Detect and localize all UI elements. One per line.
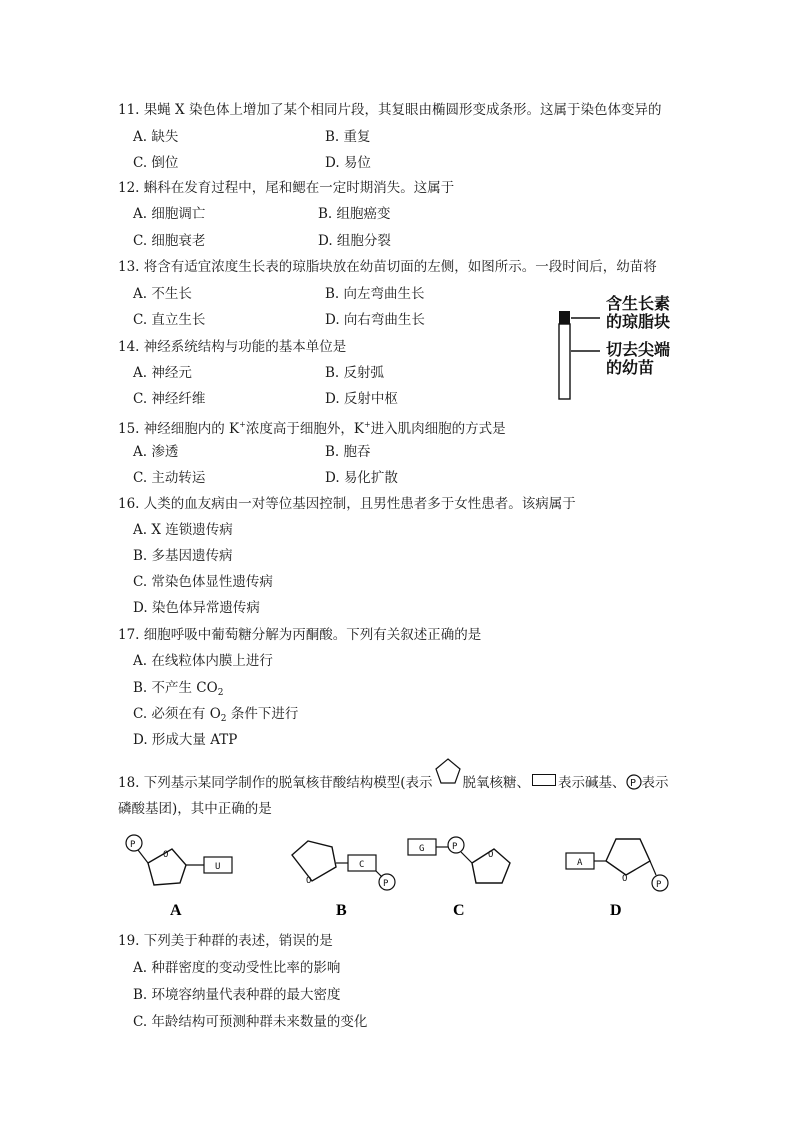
q11-option-b: B. 重复	[325, 129, 371, 145]
q12-option-c: C. 细胞衰老	[133, 233, 206, 249]
q14-option-c: C. 神经纤维	[133, 391, 206, 407]
phosphate-legend-icon	[626, 774, 642, 790]
svg-text:C: C	[359, 860, 365, 870]
model-d	[566, 839, 668, 919]
model-c	[408, 837, 510, 919]
q13-option-b: B. 向左弯曲生长	[325, 286, 425, 302]
q13-option-d: D. 向右弯曲生长	[325, 312, 425, 328]
q12-option-a: A. 细胞调亡	[133, 206, 206, 222]
q19-option-c: C. 年龄结构可预测种群未来数量的变化	[133, 1014, 368, 1030]
question-16-stem: 16. 人类的血友病由一对等位基因控制，且男性患者多于女性患者。该病属于	[118, 496, 576, 512]
q11-option-a: A. 缺失	[133, 129, 179, 145]
question-14-stem: 14. 神经系统结构与功能的基本单位是	[118, 339, 347, 355]
question-15-stem: 15. 神经细胞内的 K+浓度高于细胞外，K+进入肌肉细胞的方式是	[118, 420, 506, 437]
q15-option-c: C. 主动转运	[133, 470, 206, 486]
svg-text:O: O	[488, 850, 494, 860]
q16-option-c: C. 常染色体显性遗传病	[133, 574, 273, 590]
q19-option-a: A. 种群密度的变动受性比率的影响	[133, 960, 341, 976]
svg-text:P: P	[656, 880, 662, 890]
q15-option-b: B. 胞吞	[325, 444, 371, 460]
figure-label-top-1: 含生长素	[606, 294, 671, 313]
q17-option-b: B. 不产生 $CO_2$	[133, 680, 224, 698]
model-b	[292, 841, 395, 919]
svg-text:O: O	[306, 876, 312, 886]
agar-block	[559, 311, 570, 324]
q16-option-d: D. 染色体异常遗传病	[133, 600, 260, 616]
q15-option-a: A. 渗透	[133, 444, 179, 460]
svg-text:P: P	[130, 840, 136, 850]
svg-text:O: O	[622, 874, 628, 884]
question-19-stem: 19. 下列美于种群的表述，销误的是	[118, 933, 333, 949]
model-c-label: C	[453, 902, 465, 919]
question-18-stem-line-2: 磷酸基团)，其中正确的是	[118, 801, 272, 817]
figure-label-bottom-2: 的幼苗	[606, 358, 655, 377]
figure-label-top-2: 的琼脂块	[606, 312, 671, 331]
svg-text:A: A	[577, 858, 583, 868]
figure-label-bottom-1: 切去尖端	[606, 340, 671, 359]
question-12-stem: 12. 蝌科在发育过程中，尾和鳃在一定时期消失。这属于	[118, 180, 455, 196]
q12-option-b: B. 组胞癌变	[318, 206, 391, 222]
nucleotide-models	[110, 825, 710, 925]
question-13-stem: 13. 将含有适宜浓度生长表的琼脂块放在幼苗切面的左侧，如图所示。一段时间后，幼苗将	[118, 259, 657, 275]
question-11-stem: 11. 果蝇 X 染色体上增加了某个相同片段，其复眼由椭圆形变成条形。这属于染色体变异的	[118, 102, 662, 118]
svg-text:O: O	[163, 850, 169, 860]
q13-option-c: C. 直立生长	[133, 312, 206, 328]
model-b-label: B	[336, 902, 347, 919]
q16-option-a: A. X 连锁遗传病	[133, 522, 233, 538]
model-a-label: A	[170, 902, 182, 919]
q14-option-b: B. 反射弧	[325, 365, 385, 381]
pentagon-legend-icon	[433, 773, 463, 791]
q12-option-d: D. 组胞分裂	[318, 233, 391, 249]
q17-option-d: D. 形成大量 ATP	[133, 732, 238, 748]
svg-text:G: G	[419, 844, 425, 854]
seedling-stem	[559, 324, 570, 399]
q11-option-d: D. 易位	[325, 155, 371, 171]
svg-text:P: P	[452, 842, 458, 852]
seedling-agar-figure	[540, 285, 690, 405]
svg-text:U: U	[215, 862, 221, 872]
q15-option-d: D. 易化扩散	[325, 470, 398, 486]
q14-option-a: A. 神经元	[133, 365, 192, 381]
question-18-stem: 18. 下列基示某同学制作的脱氧核苷酸结构模型(表示 脱氧核糖、 表示碱基、 P 表示	[118, 773, 669, 792]
q19-option-b: B. 环境容纳量代表种群的最大密度	[133, 987, 341, 1003]
q17-option-a: A. 在线粒体内膜上进行	[133, 653, 273, 669]
q14-option-d: D. 反射中枢	[325, 391, 398, 407]
q16-option-b: B. 多基因遗传病	[133, 548, 233, 564]
q13-option-a: A. 不生长	[133, 286, 192, 302]
rectangle-legend-icon	[532, 774, 556, 786]
model-a	[126, 835, 232, 919]
question-17-stem: 17. 细胞呼吸中葡萄糖分解为丙酮酸。下列有关叙述正确的是	[118, 627, 482, 643]
model-d-label: D	[610, 902, 622, 919]
q17-option-c: C. 必须在有 $O_2$ 条件下进行	[133, 706, 299, 724]
svg-text:P: P	[383, 879, 389, 889]
q11-option-c: C. 倒位	[133, 155, 179, 171]
svg-text:P: P	[629, 778, 636, 789]
